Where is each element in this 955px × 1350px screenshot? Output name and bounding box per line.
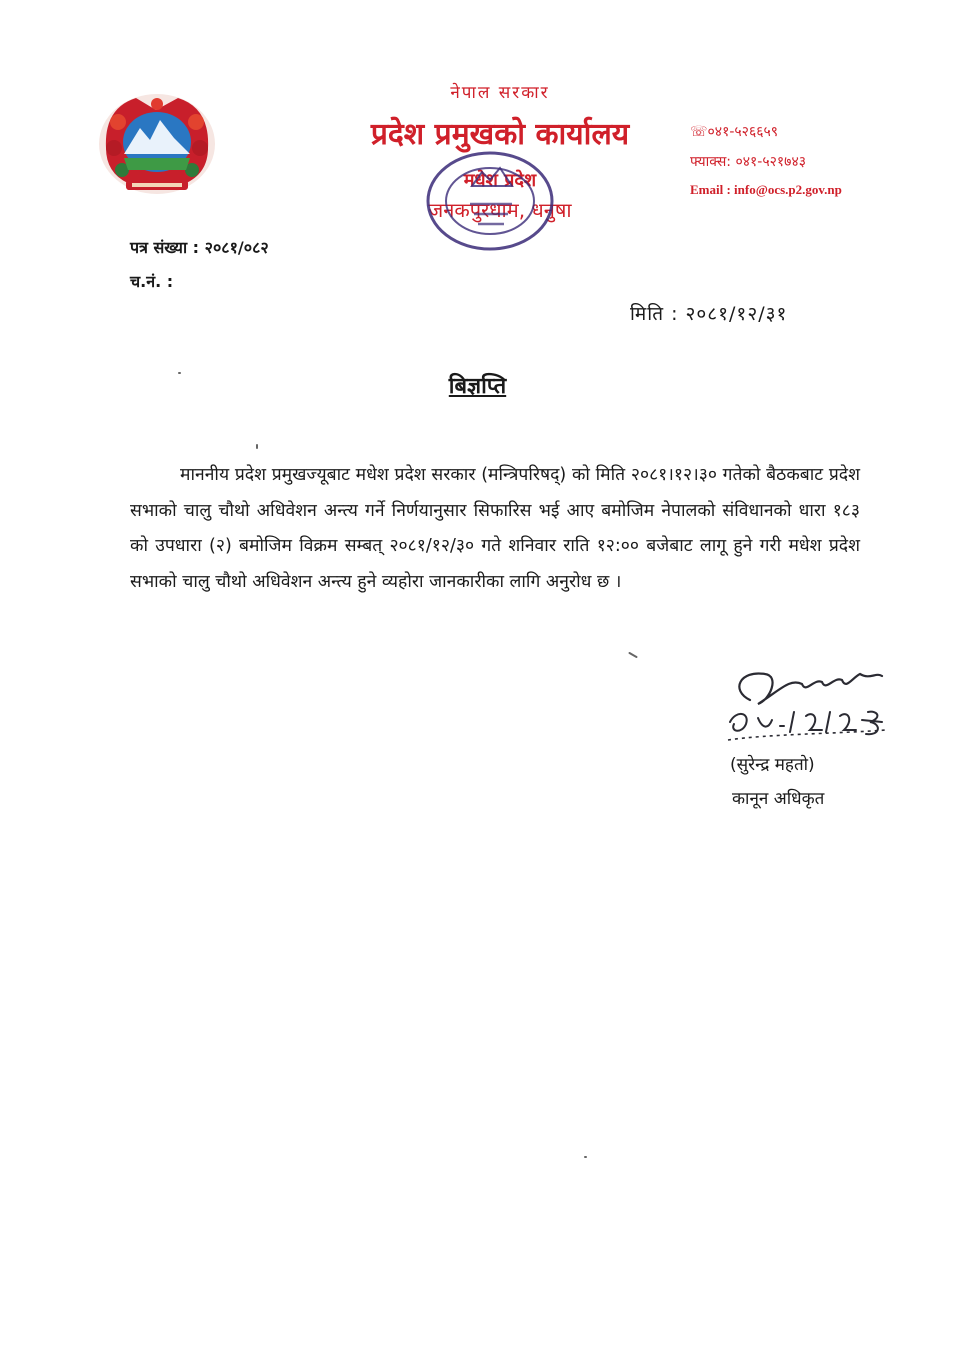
handwritten-signature [710, 660, 900, 760]
fax-number: फ्याक्स: ०४१-५२१७४३ [690, 154, 807, 170]
signatory-name: (सुरेन्द्र महतो) [730, 755, 815, 775]
province-heading: मधेश प्रदेश [463, 170, 537, 191]
notice-title: बिज्ञप्ति [448, 374, 507, 399]
office-seal-stamp [420, 146, 560, 256]
scan-speck [584, 1156, 587, 1158]
office-heading: प्रदेश प्रमुखको कार्यालय [370, 117, 630, 152]
nepal-emblem-icon [96, 88, 218, 196]
scan-speck [178, 372, 181, 374]
notice-body [130, 458, 860, 600]
government-heading: नेपाल सरकार [450, 83, 550, 103]
notice-body-text: माननीय प्रदेश प्रमुखज्यूबाट मधेश प्रदेश सरकार (मन्त्रिपरिषद्) को मिति २०८१।१२।३० गतेको बैठकबाट प्रदेश सभाको चालु चौथो अधिवेशन अन्त्य गर्ने निर्णयानुसार सिफारिस भई आए बमोजिम नेपालको संविधानको धारा १८३ को उपधारा (२) बमोजिम विक्रम सम्बत् २०८१/१२/३० गते शनिवार राति १२:०० बजेबाट लागू हुने गरी मधेश प्रदेश सभाको चालु चौथो अधिवेशन अन्त्य हुने व्यहोरा जानकारीका लागि अनुरोध छ । [130, 465, 860, 592]
letter-date: मिति : २०८१/१२/३१ [630, 303, 788, 325]
letter-reference-number: पत्र संख्या : २०८१/०८२ [130, 238, 269, 257]
signatory-title: कानून अधिकृत [732, 789, 825, 809]
scan-speck [628, 652, 638, 659]
dispatch-number: च.नं. : [130, 272, 174, 291]
phone-number: ☏०४१-५२६६५९ [690, 124, 779, 140]
scan-speck [256, 444, 258, 449]
email-address: Email : info@ocs.p2.gov.np [690, 182, 842, 197]
city-heading: जनकपुरधाम, धनुषा [428, 198, 572, 222]
